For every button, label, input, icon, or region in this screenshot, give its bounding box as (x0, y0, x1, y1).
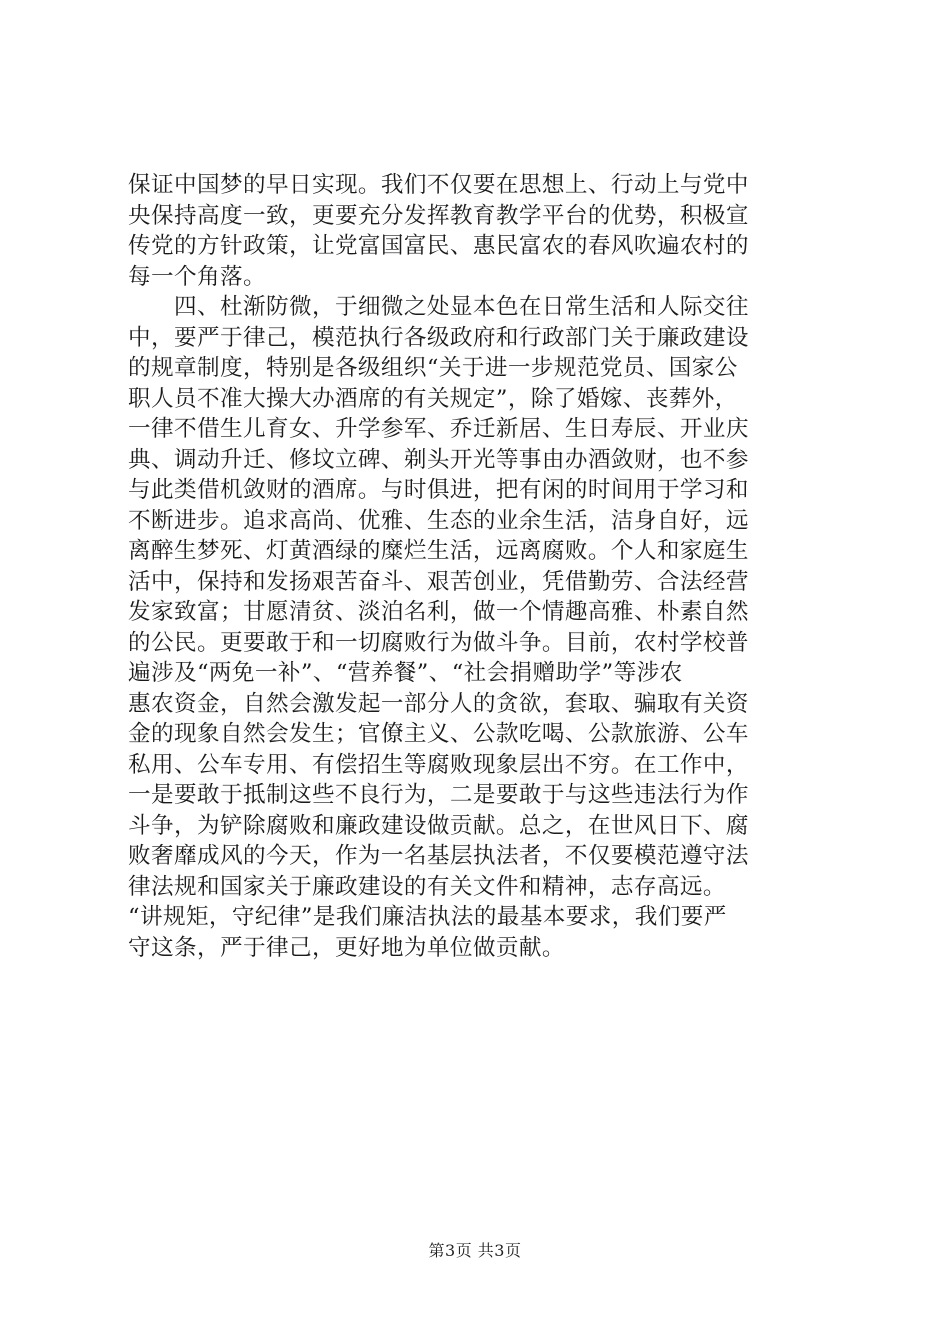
text-line: 斗争，为铲除腐败和廉政建设做贡献。总之，在世风日下、腐 (128, 812, 749, 839)
text-line: 惠农资金，自然会激发起一部分人的贪欲，套取、骗取有关资 (128, 690, 749, 717)
text-line: 私用、公车专用、有偿招生等腐败现象层出不穷。在工作中， (128, 751, 749, 778)
text-line: 职人员不准大操大办酒席的有关规定”，除了婚嫁、丧葬外， (128, 385, 738, 412)
text-line: “讲规矩，守纪律”是我们廉洁执法的最基本要求，我们要严 (128, 904, 727, 930)
text-line: 一是要敢于抵制这些不良行为，二是要敢于与这些违法行为作 (128, 782, 749, 808)
text-line: 守这条，严于律己，更好地为单位做贡献。 (128, 934, 565, 961)
text-line: 不断进步。追求高尚、优雅、生态的业余生活，洁身自好，远 (128, 507, 749, 534)
text-line: 每一个角落。 (128, 263, 266, 290)
text-line: 遍涉及“两免一补”、“营养餐”、“社会捐赠助学”等涉农 (128, 660, 683, 686)
text-line: 央保持高度一致，更要充分发挥教育教学平台的优势，积极宣 (128, 202, 749, 229)
text-line: 的规章制度，特别是各级组织“关于进一步规范党员、国家公 (128, 355, 738, 381)
text-line: 与此类借机敛财的酒席。与时俱进，把有闲的时间用于学习和 (128, 477, 749, 503)
text-line: 的公民。更要敢于和一切腐败行为做斗争。目前，农村学校普 (128, 629, 749, 656)
text-line: 四、杜渐防微，于细微之处显本色在日常生活和人际交往 (128, 294, 749, 320)
text-line: 律法规和国家关于廉政建设的有关文件和精神，志存高远。 (128, 873, 726, 900)
body-text (128, 170, 832, 963)
text-line: 典、调动升迁、修坟立碑、剃头开光等事由办酒敛财，也不参 (128, 446, 749, 473)
page-footer: 第3页 共3页 (428, 1241, 522, 1260)
text-line: 金的现象自然会发生；官僚主义、公款吃喝、公款旅游、公车 (128, 721, 749, 747)
text-line: 保证中国梦的早日实现。我们不仅要在思想上、行动上与党中 (128, 172, 749, 198)
text-line: 中，要严于律己，模范执行各级政府和行政部门关于廉政建设 (128, 324, 749, 351)
text-line: 发家致富；甘愿清贫、淡泊名利，做一个情趣高雅、朴素自然 (128, 599, 749, 625)
text-line: 传党的方针政策，让党富国富民、惠民富农的春风吹遍农村的 (128, 233, 749, 259)
text-line: 败奢靡成风的今天，作为一名基层执法者，不仅要模范遵守法 (128, 843, 749, 869)
text-line: 活中，保持和发扬艰苦奋斗、艰苦创业，凭借勤劳、合法经营 (128, 568, 749, 595)
text-line: 一律不借生儿育女、升学参军、乔迁新居、生日寿辰、开业庆 (128, 416, 749, 442)
text-line: 离醉生梦死、灯黄酒绿的糜烂生活，远离腐败。个人和家庭生 (128, 538, 749, 564)
